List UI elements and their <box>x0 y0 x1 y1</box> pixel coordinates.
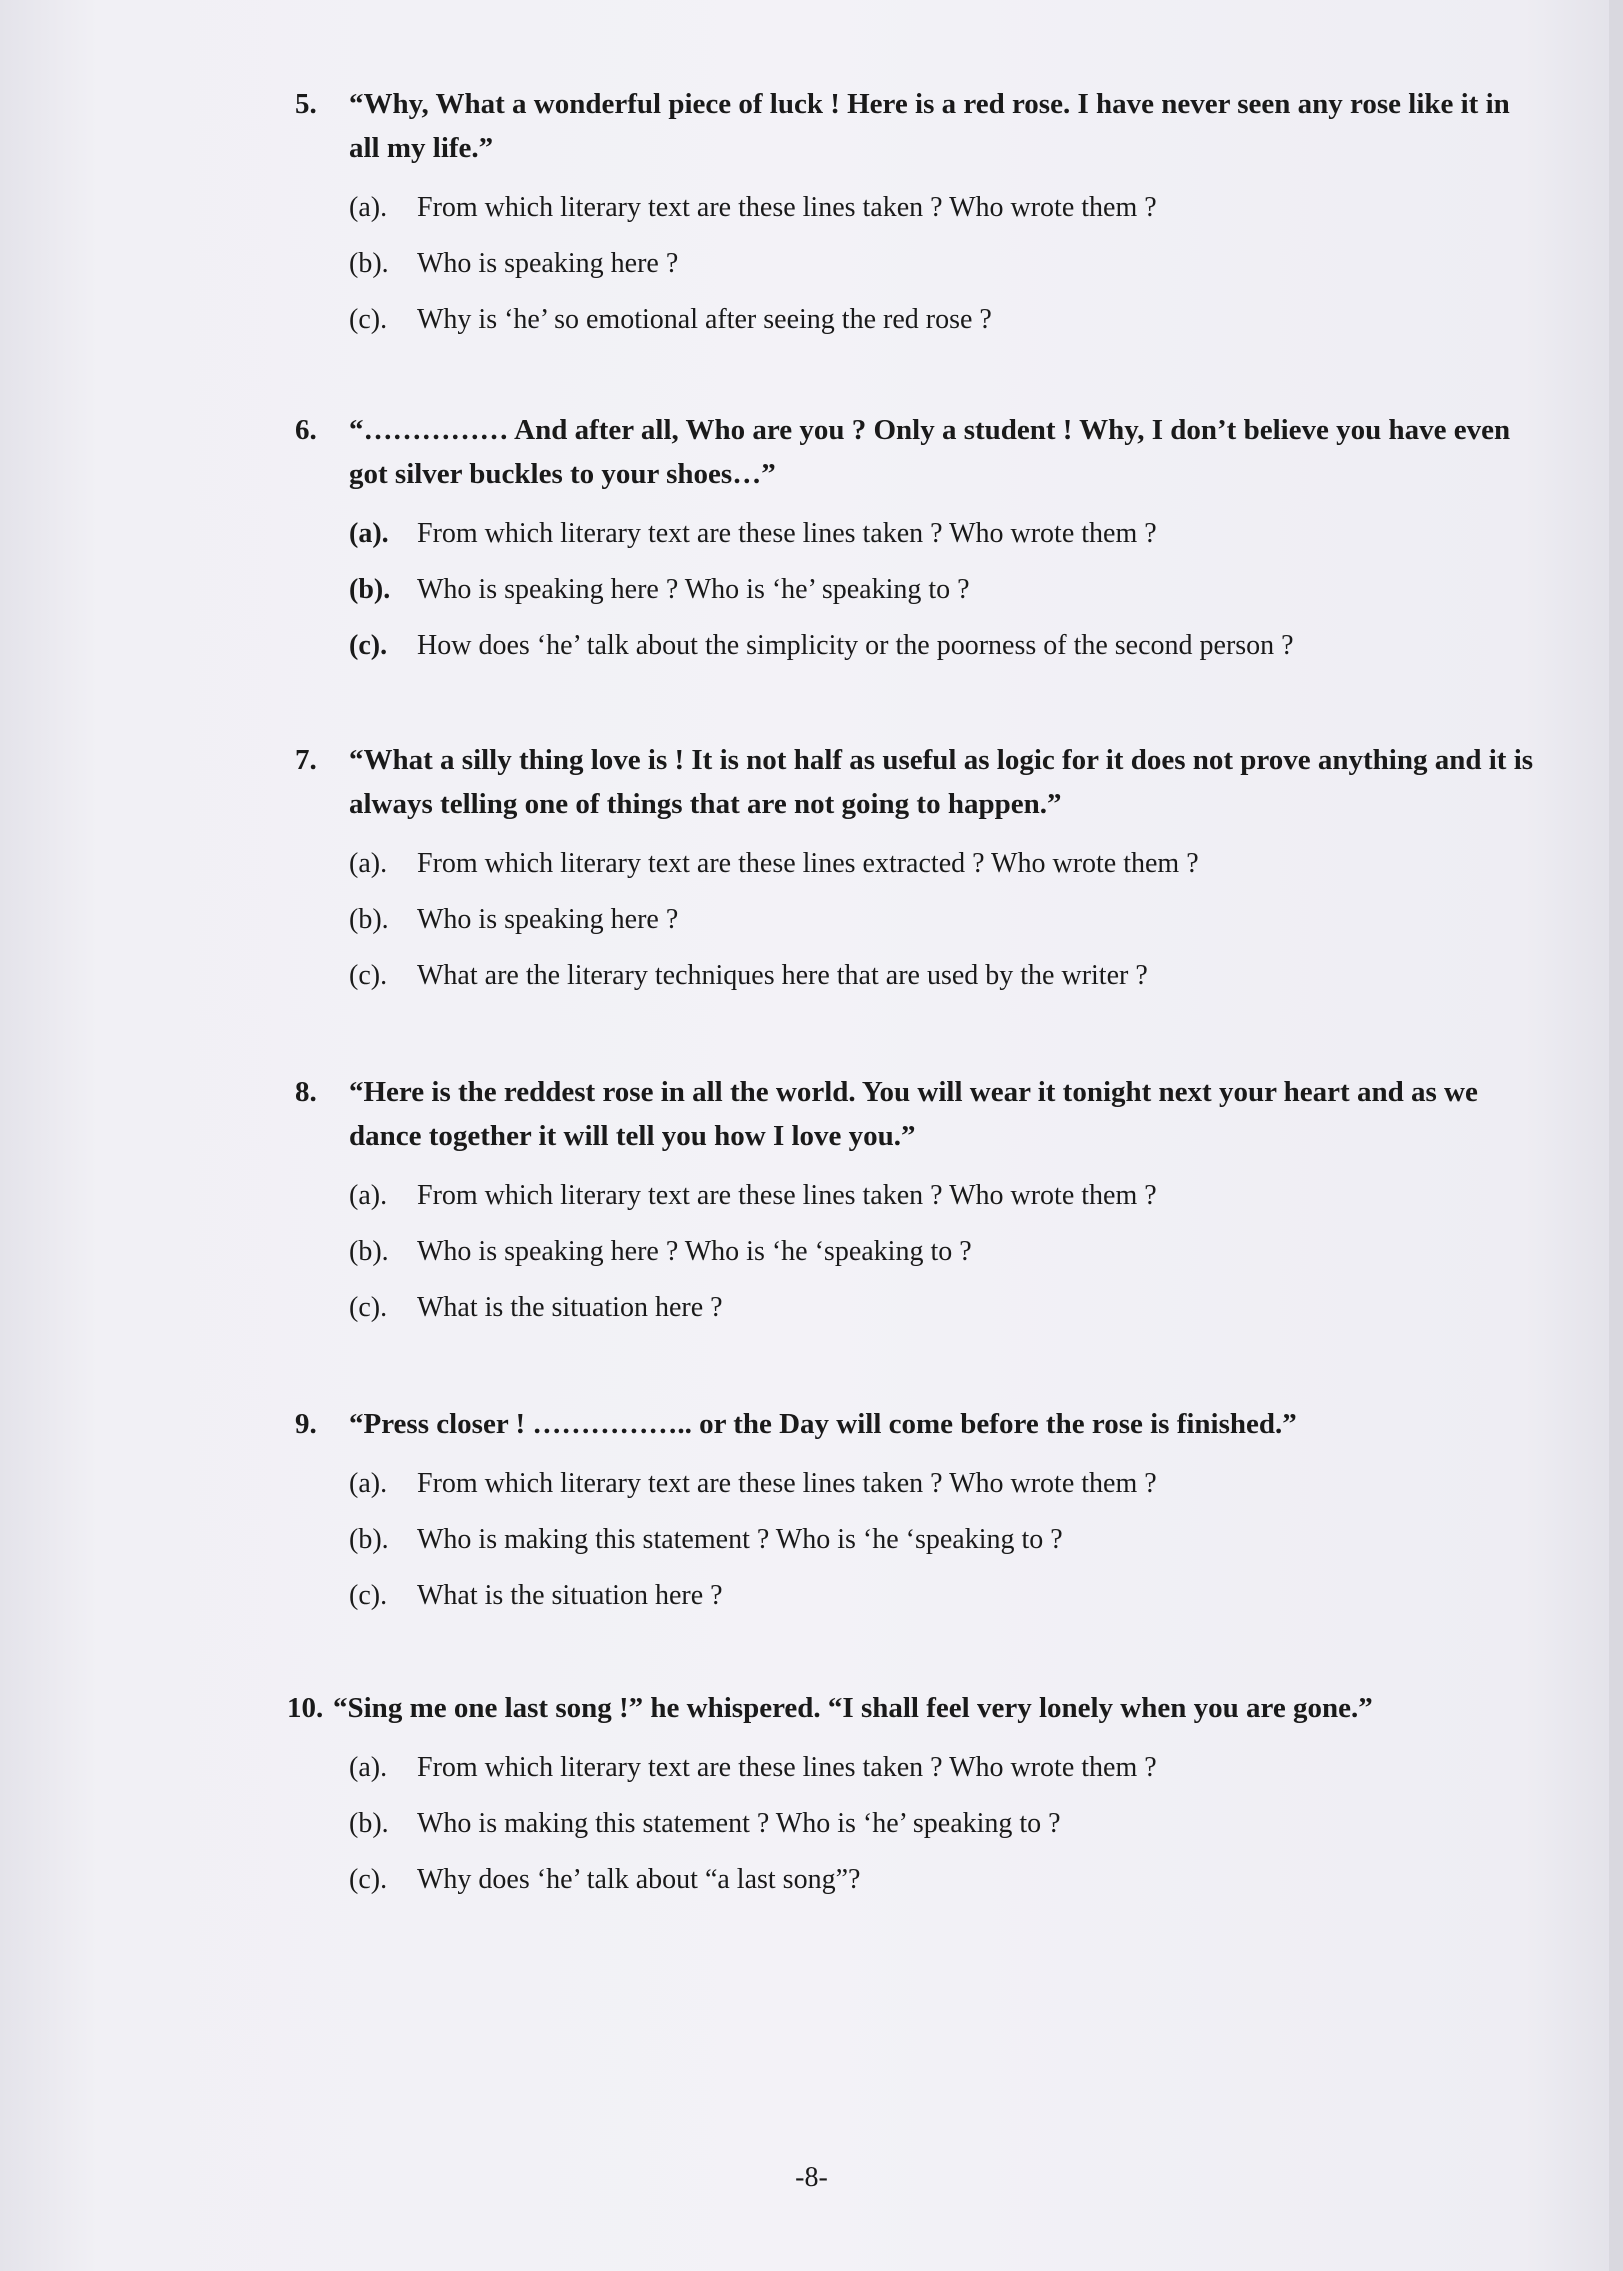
question-number: 5. <box>295 88 317 120</box>
question-5 <box>295 82 1545 348</box>
sub-question <box>349 1852 1373 1908</box>
sub-label: (c). <box>349 1292 388 1323</box>
sub-question <box>349 506 1545 562</box>
sub-text: From which literary text are these lines taken ? Who wrote them ? <box>417 1468 1157 1499</box>
question-number: 8. <box>295 1076 317 1108</box>
sub-label: (b). <box>349 1236 389 1267</box>
sub-question <box>349 1568 1297 1624</box>
sub-label: (a). <box>349 1468 388 1499</box>
sub-label: (a). <box>349 192 388 223</box>
question-9 <box>295 1402 1297 1624</box>
question-8 <box>295 1070 1545 1336</box>
sub-label: (c). <box>349 1864 388 1895</box>
question-text: “Here is the reddest rose in all the world. You will wear it tonight next your heart and as we dance together it will tell you how I love you.” <box>349 1076 1478 1152</box>
sub-label: (b). <box>349 1808 389 1839</box>
sub-text: From which literary text are these lines taken ? Who wrote them ? <box>417 192 1157 223</box>
sub-question <box>349 1796 1373 1852</box>
question-number: 7. <box>295 744 317 776</box>
sub-question <box>349 618 1545 674</box>
sub-text: What is the situation here ? <box>417 1292 723 1323</box>
question-6 <box>295 408 1545 674</box>
sub-question <box>349 1224 1545 1280</box>
sub-text: What are the literary techniques here that are used by the writer ? <box>417 960 1148 991</box>
sub-question <box>349 1456 1297 1512</box>
sub-text: Who is speaking here ? <box>417 248 679 279</box>
page-number: -8- <box>795 2162 828 2193</box>
question-text: “Press closer ! …………….. or the Day will come before the rose is finished.” <box>349 1408 1297 1440</box>
question-10 <box>287 1686 1373 1908</box>
question-7 <box>295 738 1545 1004</box>
sub-question <box>349 1280 1545 1336</box>
sub-text: Who is speaking here ? Who is ‘he ‘speaking to ? <box>417 1236 972 1267</box>
sub-text: How does ‘he’ talk about the simplicity or the poorness of the second person ? <box>417 630 1294 661</box>
sub-label: (c). <box>349 304 388 335</box>
sub-text: Who is speaking here ? Who is ‘he’ speaking to ? <box>417 574 970 605</box>
sub-label: (c). <box>349 630 388 661</box>
sub-label: (a). <box>349 1752 388 1783</box>
sub-question <box>349 1168 1545 1224</box>
sub-question <box>349 180 1545 236</box>
sub-label: (a). <box>349 848 388 879</box>
sub-text: Why is ‘he’ so emotional after seeing the red rose ? <box>417 304 992 335</box>
sub-question <box>349 892 1545 948</box>
sub-question <box>349 948 1545 1004</box>
sub-text: Why does ‘he’ talk about “a last song”? <box>417 1864 861 1895</box>
sub-question <box>349 236 1545 292</box>
sub-question <box>349 1740 1373 1796</box>
sub-label: (c). <box>349 960 388 991</box>
sub-text: From which literary text are these lines taken ? Who wrote them ? <box>417 518 1157 549</box>
sub-text: Who is speaking here ? <box>417 904 679 935</box>
sub-text: What is the situation here ? <box>417 1580 723 1611</box>
sub-label: (c). <box>349 1580 388 1611</box>
sub-label: (b). <box>349 248 389 279</box>
page-edge <box>1609 0 1623 2271</box>
sub-question <box>349 836 1545 892</box>
sub-text: From which literary text are these lines taken ? Who wrote them ? <box>417 1752 1157 1783</box>
sub-question <box>349 1512 1297 1568</box>
sub-text: Who is making this statement ? Who is ‘he’ speaking to ? <box>417 1808 1061 1839</box>
sub-label: (b). <box>349 904 389 935</box>
sub-text: Who is making this statement ? Who is ‘he ‘speaking to ? <box>417 1524 1063 1555</box>
sub-text: From which literary text are these lines taken ? Who wrote them ? <box>417 1180 1157 1211</box>
question-number: 10. <box>287 1692 324 1724</box>
sub-question <box>349 292 1545 348</box>
sub-text: From which literary text are these lines extracted ? Who wrote them ? <box>417 848 1199 879</box>
sub-label: (b). <box>349 574 391 605</box>
sub-label: (b). <box>349 1524 389 1555</box>
question-number: 9. <box>295 1408 317 1440</box>
question-text: “…………… And after all, Who are you ? Only a student ! Why, I don’t believe you have even got silver buckles to your shoes…” <box>349 414 1511 490</box>
sub-label: (a). <box>349 518 389 549</box>
question-text: “Sing me one last song !” he whispered. “I shall feel very lonely when you are gone.” <box>333 1692 1373 1724</box>
question-number: 6. <box>295 414 317 446</box>
sub-question <box>349 562 1545 618</box>
question-text: “What a silly thing love is ! It is not half as useful as logic for it does not prove anything and it is always telling one of things that are not going to happen.” <box>349 744 1534 820</box>
question-text: “Why, What a wonderful piece of luck ! Here is a red rose. I have never seen any rose like it in all my life.” <box>349 88 1510 164</box>
sub-label: (a). <box>349 1180 388 1211</box>
